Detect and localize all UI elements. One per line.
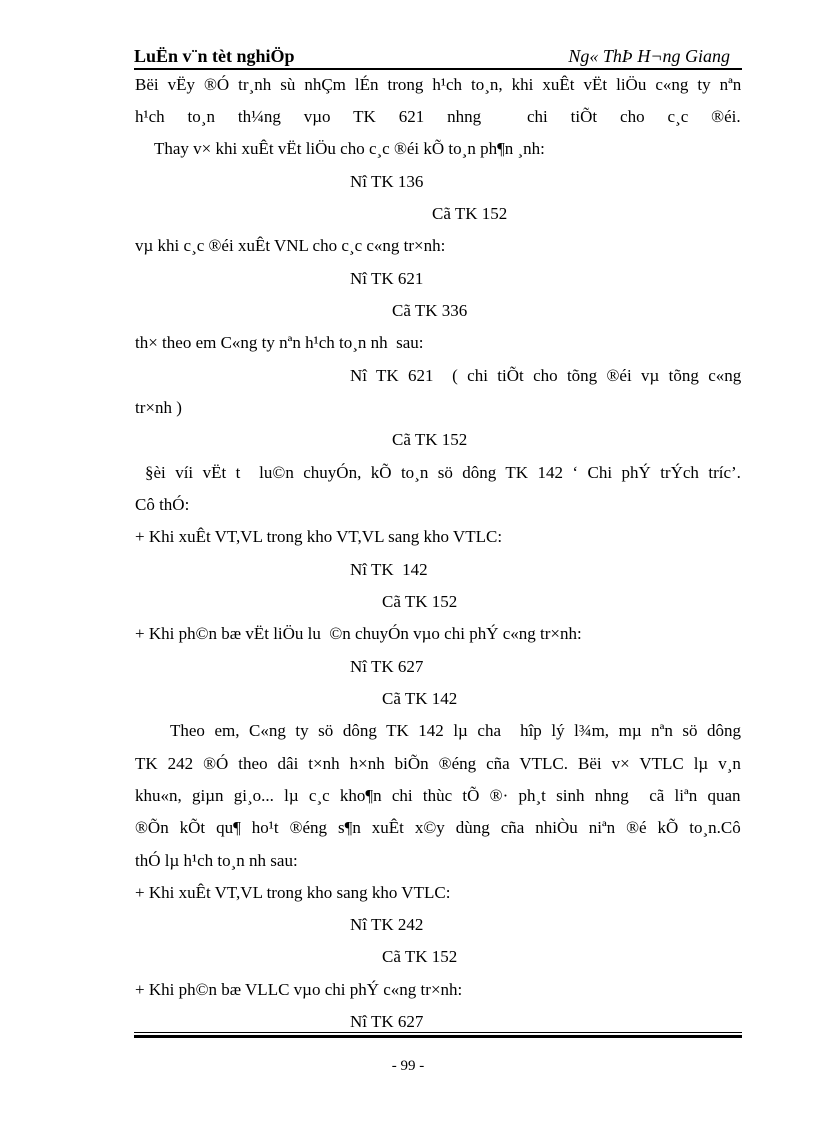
text-line: Bëi vËy ®Ó tr¸nh sù nhÇm lÉn trong h¹ch to¸n, khi xuÊt vËt liÖu c«ng ty nªn <box>135 75 742 94</box>
text-line: + Khi ph©n bæ vËt liÖu lu ©n chuyÓn vµo chi phÝ c«ng tr×nh: <box>135 624 582 643</box>
text-line: tr×nh ) <box>135 398 182 417</box>
text-line: + Khi ph©n bæ VLLC vµo chi phÝ c«ng tr×nh: <box>135 980 463 999</box>
journal-entry: Cã TK 152 <box>382 947 458 966</box>
text-line: h¹ch to¸n th¼ng vµo TK 621 nhng chi tiÕt cho c¸c ®éi. <box>135 107 741 126</box>
header-rule <box>134 68 742 70</box>
text-line: ®Õn kÕt qu¶ ho¹t ®éng s¶n xuÊt x©y dùng cña nhiÒu niªn ®é kÕ to¸n.Cô <box>135 818 741 837</box>
page-header <box>134 46 742 70</box>
author-name: Ng« ThÞ H¬ng Giang <box>568 46 730 66</box>
journal-entry: Cã TK 152 <box>382 592 458 611</box>
footer-rule-thin <box>134 1032 742 1033</box>
text-line: + Khi xuÊt VT,VL trong kho sang kho VTLC: <box>135 883 451 902</box>
text-line: khu«n, giµn gi¸o... lµ c¸c kho¶n chi thùc tÕ ®· ph¸t sinh nhng cã liªn quan <box>135 786 741 805</box>
text-line: thÓ lµ h¹ch to¸n nh sau: <box>135 851 298 870</box>
journal-entry: Cã TK 152 <box>392 430 468 449</box>
journal-entry: Nî TK 242 <box>350 915 424 934</box>
journal-entry: Nî TK 621 <box>350 269 424 288</box>
text-line: th× theo em C«ng ty nªn h¹ch to¸n nh sau: <box>135 333 424 352</box>
journal-entry: Cã TK 336 <box>392 301 468 320</box>
text-line: Cô thÓ: <box>135 495 190 514</box>
journal-entry: Cã TK 142 <box>382 689 458 708</box>
text-line: TK 242 ®Ó theo dâi t×nh h×nh biÕn ®éng cña VTLC. Bëi v× VTLC lµ v¸n <box>135 754 741 773</box>
text-line: vµ khi c¸c ®éi xuÊt VNL cho c¸c c«ng tr×nh: <box>135 236 446 255</box>
thesis-title: LuËn v¨n tèt nghiÖp <box>134 46 295 66</box>
journal-entry: Nî TK 627 <box>350 1012 424 1031</box>
text-line: §èi víi vËt t lu©n chuyÓn, kÕ to¸n sö dông TK 142 ‘ Chi phÝ trÝch tríc’. <box>145 463 741 482</box>
journal-entry: Nî TK 142 <box>350 560 428 579</box>
text-line: Theo em, C«ng ty sö dông TK 142 lµ cha hîp lý l¾m, mµ nªn sö dông <box>170 721 742 740</box>
footer-rule-thick <box>134 1035 742 1038</box>
journal-entry: Nî TK 621 ( chi tiÕt cho tõng ®éi vµ tõng c«ng <box>350 366 742 385</box>
page-number: - 99 - <box>391 1058 425 1074</box>
journal-entry: Cã TK 152 <box>432 204 508 223</box>
text-line: + Khi xuÊt VT,VL trong kho VT,VL sang kho VTLC: <box>135 527 503 546</box>
text-line: Thay v× khi xuÊt vËt liÖu cho c¸c ®éi kÕ to¸n ph¶n ¸nh: <box>154 139 545 158</box>
journal-entry: Nî TK 136 <box>350 172 424 191</box>
journal-entry: Nî TK 627 <box>350 657 424 676</box>
